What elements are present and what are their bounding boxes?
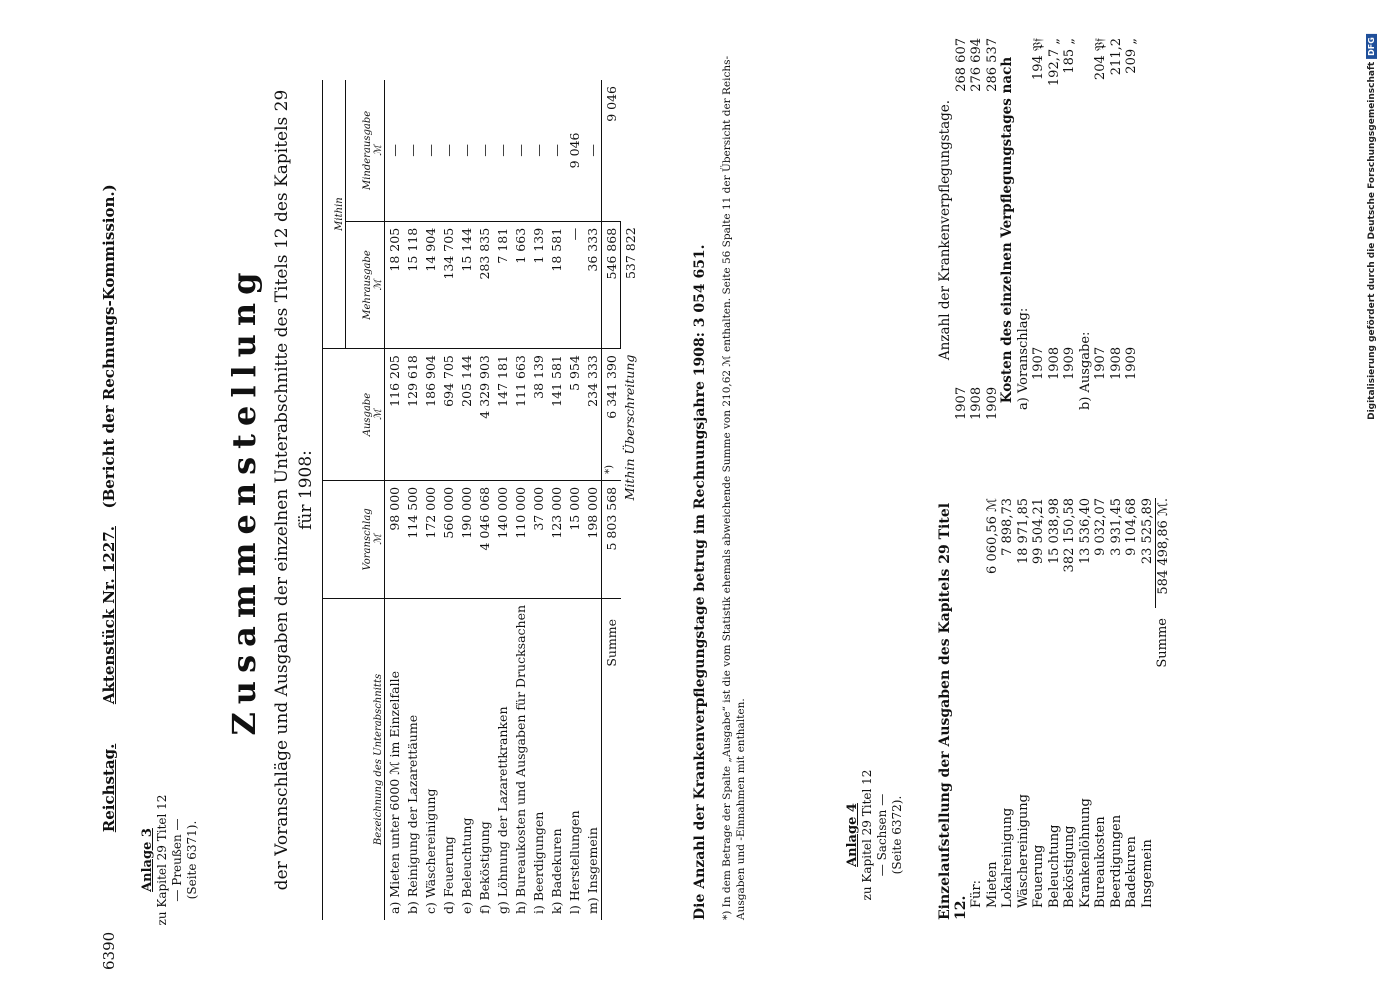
row-minder: — (476, 144, 492, 157)
kosten-year: 1909 (1124, 346, 1139, 380)
row-mehr: 15 144 (457, 221, 475, 348)
row-minder: — (440, 144, 456, 157)
einzel-item-value: 6 060,56 ℳ (984, 498, 1000, 574)
col-header-name: Bezeichnung des Unterabschnitts (323, 598, 385, 920)
table-row (457, 80, 475, 920)
list-item (1047, 20, 1063, 440)
table-row (385, 80, 404, 920)
row-minder: 9 046 (566, 132, 582, 169)
einzel-item-label: Beköstigung (1062, 825, 1077, 908)
row-voranschlag: 110 000 (511, 480, 529, 598)
row-minder: — (512, 144, 528, 157)
row-minder: — (422, 144, 438, 157)
einzel-item-value: 382 150,58 (1062, 498, 1077, 573)
einzel-section (938, 480, 1172, 920)
row-voranschlag: 123 000 (547, 480, 565, 598)
row-mehr: 1 139 (529, 221, 547, 348)
kosten-year: 1907 (1093, 346, 1108, 380)
einzel-item-label: Beleuchtung (1046, 824, 1062, 908)
row-mehr: 283 835 (475, 221, 493, 348)
row-ausgabe: 234 333 (583, 349, 602, 481)
kosten-year: 1907 (1031, 346, 1046, 380)
row-minder: — (584, 144, 600, 157)
col-header-voranschlag: Voranschlag ℳ (323, 480, 385, 598)
list-item (1062, 20, 1078, 440)
list-item (1124, 480, 1140, 920)
kosten-b-label: b) Ausgabe: (1077, 331, 1093, 410)
einzel-item-label: Beerdigungen (1108, 814, 1124, 908)
kosten-a-label: a) Voranschlag: (1015, 307, 1031, 410)
row-label: c) Wäschereinigung (421, 598, 439, 920)
table-row (475, 80, 493, 920)
anlage-4-line: (Seite 6372). (890, 795, 904, 875)
einzel-sum-row (1155, 480, 1172, 920)
table-row (547, 80, 565, 920)
anlage-4-line: zu Kapitel 29 Titel 12 (860, 769, 874, 901)
row-label: h) Bureaukosten und Ausgaben für Drucksachen (511, 598, 529, 920)
anzahl-title: Anzahl der Krankenverpflegungstage. (937, 99, 953, 361)
einzel-item-value: 9 104,68 (1124, 498, 1139, 556)
sum-ausgabe: *) 6 341 390 (602, 349, 621, 481)
commission-label: (Bericht der Rechnungs-Kommission.) (100, 184, 118, 509)
row-label: b) Reinigung der Lazarettäume (403, 598, 421, 920)
anlage-3-line: (Seite 6371). (185, 820, 199, 900)
row-ausgabe: 4 329 903 (475, 349, 493, 481)
anlage-4 (845, 760, 905, 910)
row-voranschlag: 15 000 (565, 480, 583, 598)
anzahl-year: 1907 (953, 386, 969, 420)
row-mehr: 14 904 (421, 221, 439, 348)
page-header (100, 30, 118, 970)
sum-mehr: 546 868 (602, 221, 621, 348)
sum-label: Summe (602, 598, 621, 920)
anlage-3-title: Anlage 3 (140, 828, 155, 892)
table-row (565, 80, 583, 920)
einzel-item-label: Feuerung (1031, 844, 1046, 908)
einzel-item-value: 7 898,73 (1000, 498, 1015, 556)
einzel-title: Einzelaufstellung der Ausgaben des Kapitels 29 Titel 12. (937, 502, 969, 920)
list-item (1109, 480, 1125, 920)
col-header-minder: Minderausgabe ℳ (362, 110, 384, 191)
row-label: l) Herstellungen (565, 598, 583, 920)
anzahl-year: 1909 (984, 386, 1000, 420)
einzel-item-value: 15 038,98 (1046, 498, 1062, 565)
anzahl-value: 268 607 (953, 38, 969, 92)
count-line: Die Anzahl der Krankenverpflegungstage betrug im Rechnungsjahre 1908: 3 054 651. (692, 244, 708, 920)
kosten-value: 209 „ (1124, 38, 1139, 74)
subtitle-line: der Voranschläge und Ausgaben der einzelnen Unterabschnitte des Titels 12 des Kapitels 29 (272, 89, 292, 891)
einzel-item-label: Mieten (984, 861, 1000, 908)
list-item (1093, 480, 1109, 920)
row-ausgabe: 111 663 (511, 349, 529, 481)
row-minder: — (548, 144, 564, 157)
main-title: Zusammenstellung (225, 264, 263, 736)
row-ausgabe: 205 144 (457, 349, 475, 481)
dfg-text: Digitalisierung gefördert durch die Deutsche Forschungsgemeinschaft (1367, 61, 1377, 420)
einzel-item-label: Insgemein (1139, 839, 1155, 908)
list-item (1047, 480, 1063, 920)
list-item (1031, 20, 1047, 440)
einzel-fuer: Für: (969, 880, 984, 908)
anzahl-value: 286 537 (984, 38, 1000, 92)
col-header-ausgabe: Ausgabe ℳ (323, 349, 385, 481)
row-mehr: 18 205 (385, 221, 404, 348)
einzel-item-value: 9 032,07 (1093, 498, 1108, 556)
row-mehr: 18 581 (547, 221, 565, 348)
kosten-year: 1909 (1062, 346, 1077, 380)
row-mehr: 1 663 (511, 221, 529, 348)
anlage-4-line: — Sachsen — (875, 793, 889, 877)
list-item (1124, 20, 1140, 440)
list-item (985, 480, 1001, 920)
list-item (954, 20, 970, 440)
kosten-title: Kosten des einzelnen Verpflegungstages nach (999, 56, 1015, 404)
footnote: *) In dem Betrage der Spalte „Ausgabe“ ist die vom Statistik ehemals abweichende Summe von 210,62 ℳ enthalten. Seite 56 Spalte 11 der Übersicht der Reichs-Ausgaben und -Einnahmen mit enthalten. (721, 55, 747, 920)
dfg-note (1366, 30, 1377, 420)
mithin-value: 537 822 (621, 221, 640, 348)
einzel-item-label: Bureaukosten (1093, 816, 1108, 908)
kosten-year: 1908 (1108, 346, 1124, 380)
row-minder: — (386, 144, 402, 157)
list-item (1109, 20, 1125, 440)
row-label: d) Feuerung (439, 598, 457, 920)
kosten-value: 211,2 (1108, 38, 1124, 76)
mithin-label: Mithin Überschreitung (622, 354, 638, 501)
page-number: 6390 (100, 931, 118, 970)
einzel-item-label: Krankenlöhnung (1077, 798, 1093, 908)
dfg-logo: DFG (1366, 34, 1377, 59)
row-label: i) Beerdigungen (529, 598, 547, 920)
table-row (583, 80, 602, 920)
anlage-3 (140, 785, 200, 935)
table-row (511, 80, 529, 920)
row-minder: — (494, 144, 510, 157)
list-item (985, 20, 1001, 440)
main-table-wrap (322, 80, 639, 920)
row-mehr: 15 118 (403, 221, 421, 348)
row-minder: — (530, 144, 546, 157)
list-item (1093, 20, 1109, 440)
row-mehr: 134 705 (439, 221, 457, 348)
sum-minder: 9 046 (603, 86, 619, 122)
row-label: g) Löhnung der Lazarettkranken (493, 598, 511, 920)
table-row (403, 80, 421, 920)
table-row (421, 80, 439, 920)
document-number: Aktenstück Nr. 1227. (100, 526, 118, 705)
einzel-item-label: Badekuren (1124, 836, 1139, 908)
row-ausgabe: 141 581 (547, 349, 565, 481)
kosten-year: 1908 (1046, 346, 1062, 380)
house-name: Reichstag. (100, 743, 118, 833)
col-header-mehr: Mehrausgabe ℳ (346, 221, 385, 348)
row-label: a) Mieten unter 6000 ℳ im Einzelfalle (385, 598, 404, 920)
anlage-4-title: Anlage 4 (845, 803, 860, 867)
table-row (439, 80, 457, 920)
einzel-sum-value: 584 498,86 ℳ. (1155, 498, 1172, 608)
einzel-item-value: 3 931,45 (1108, 498, 1124, 556)
col-header-mithin: Mithin (323, 80, 346, 349)
row-label: f) Beköstigung (475, 598, 493, 920)
einzel-item-value: 23 525,89 (1139, 498, 1155, 565)
row-ausgabe: 694 705 (439, 349, 457, 481)
row-voranschlag: 114 500 (403, 480, 421, 598)
row-ausgabe: 116 205 (385, 349, 404, 481)
table-row (493, 80, 511, 920)
kosten-value: 204 𝔓𝔣 (1093, 38, 1108, 81)
row-voranschlag: 190 000 (457, 480, 475, 598)
row-label: m) Insgemein (583, 598, 602, 920)
row-ausgabe: 5 954 (565, 349, 583, 481)
list-item (1062, 480, 1078, 920)
row-minder: — (404, 144, 420, 157)
list-item (1078, 480, 1094, 920)
row-voranschlag: 37 000 (529, 480, 547, 598)
row-ausgabe: 186 904 (421, 349, 439, 481)
list-item (969, 20, 985, 440)
row-label: k) Badekuren (547, 598, 565, 920)
row-ausgabe: 129 618 (403, 349, 421, 481)
row-ausgabe: 38 139 (529, 349, 547, 481)
einzel-sum-label: Summe (1155, 618, 1170, 668)
list-item (1140, 480, 1156, 920)
row-voranschlag: 98 000 (385, 480, 404, 598)
subtitle (270, 40, 318, 940)
row-voranschlag: 560 000 (439, 480, 457, 598)
table-row (529, 80, 547, 920)
anzahl-value: 276 694 (969, 38, 984, 92)
row-mehr: 36 333 (583, 221, 602, 348)
row-voranschlag: 140 000 (493, 480, 511, 598)
list-item (1000, 480, 1016, 920)
row-voranschlag: 4 046 068 (475, 480, 493, 598)
einzel-item-value: 18 971,85 (1015, 498, 1031, 565)
einzel-item-label: Wäschereinigung (1015, 794, 1031, 908)
kosten-value: 185 „ (1062, 38, 1077, 74)
anzahl-year: 1908 (969, 386, 984, 420)
row-label: e) Beleuchtung (457, 598, 475, 920)
einzel-item-value: 99 504,21 (1031, 498, 1046, 565)
row-voranschlag: 172 000 (421, 480, 439, 598)
row-minder: — (458, 144, 474, 157)
einzel-item-label: Lokalreinigung (1000, 807, 1015, 908)
list-item (1016, 480, 1032, 920)
row-voranschlag: 198 000 (583, 480, 602, 598)
row-mehr: 7 181 (493, 221, 511, 348)
subtitle-line: für 1908: (296, 450, 316, 530)
kosten-value: 194 𝔓𝔣 (1031, 38, 1046, 81)
list-item (1031, 480, 1047, 920)
anzahl-section (938, 20, 1140, 440)
main-table (322, 80, 639, 920)
kosten-value: 192,7 „ (1046, 38, 1062, 87)
anlage-3-line: zu Kapitel 29 Titel 12 (155, 794, 169, 926)
einzel-item-value: 13 536,40 (1077, 498, 1093, 565)
row-mehr: — (565, 221, 583, 348)
sum-voranschlag: 5 803 568 (602, 480, 621, 598)
row-ausgabe: 147 181 (493, 349, 511, 481)
anlage-3-line: — Preußen — (170, 818, 184, 902)
